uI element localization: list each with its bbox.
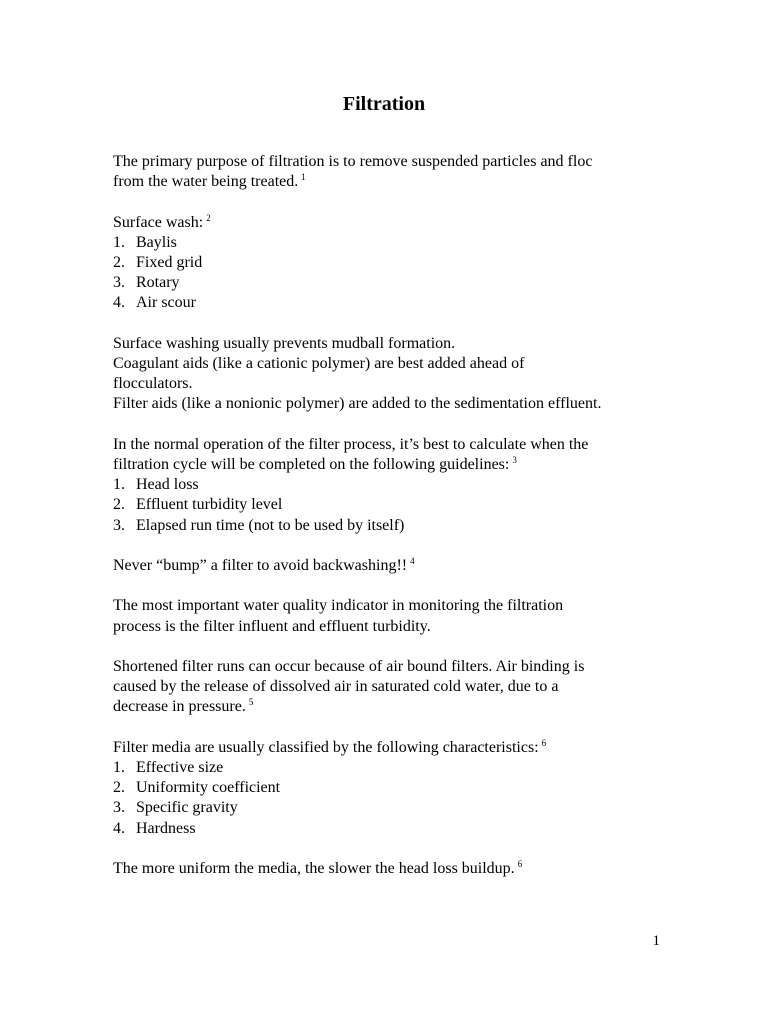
text-line: Coagulant aids (like a cationic polymer) are best added ahead of [113,355,525,372]
page-number: 1 [652,933,660,949]
footnote-ref: 4 [410,556,415,566]
footnote-ref: 6 [517,858,523,869]
text-line: Never “bump” a filter to avoid backwashing!! $^4$ [113,556,415,574]
text-line: flocculators. [113,375,193,393]
text-line: Surface washing usually prevents mudball formation. [113,334,456,352]
bump-paragraph [113,556,673,576]
list-item: 1. Baylis [113,233,177,251]
footnote-ref: 1 [301,172,306,183]
list-item: 2. Fixed grid [113,254,203,271]
text-line: In the normal operation of the filter process, it’s best to calculate when the [113,435,589,453]
air-binding-paragraph [113,657,673,718]
list-item: 2. Uniformity coefficient [113,779,281,797]
list-item: 3. Rotary [113,274,180,292]
list-item: 3. Specific gravity [113,799,238,817]
text-line: The most important water quality indicator in monitoring the filtration [113,597,564,615]
text-line: caused by the release of dissolved air in saturated cold water, due to a [113,678,559,696]
section-heading: Filter media are usually classified by the following characteristics: $^6$ [113,737,547,756]
uniform-paragraph [113,859,673,879]
media-section [113,738,673,839]
document-body [113,152,673,899]
guidelines-section [113,435,673,536]
list-item: 1. Effective size [113,758,224,776]
text-line: filtration cycle will be completed on the following guidelines: $^3$ [113,455,517,473]
list-item: 3. Elapsed run time (not to be used by itself) [113,516,405,534]
aids-paragraph [113,334,673,415]
surface-wash-section [113,213,673,314]
text-line: Shortened filter runs can occur because of air bound filters. Air binding is [113,657,585,675]
footnote-ref: 3 [512,455,517,465]
text-line: Filter aids (like a nonionic polymer) are added to the sedimentation effluent. [113,395,602,413]
intro-paragraph [113,152,673,192]
list-item: 4. Air scour [113,294,196,312]
list-item: 2. Effluent turbidity level [113,496,283,514]
text-line: The more uniform the media, the slower the head loss buildup. $^6$ [113,858,523,877]
page-title: Filtration [342,93,426,115]
list-item: 4. Hardness [113,819,196,837]
footnote-ref: 6 [541,737,547,748]
footnote-ref: 2 [206,212,211,223]
text-line: process is the filter influent and effluent turbidity. [113,617,431,635]
section-heading: Surface wash: $^2$ [113,212,211,231]
indicator-paragraph [113,596,673,636]
list-item: 1. Head loss [113,476,199,494]
text-line: The primary purpose of filtration is to remove suspended particles and floc [113,153,593,170]
text-line: from the water being treated. $^1$ [113,172,306,191]
footnote-ref: 5 [248,697,254,708]
text-line: decrease in pressure. $^5$ [113,697,254,716]
